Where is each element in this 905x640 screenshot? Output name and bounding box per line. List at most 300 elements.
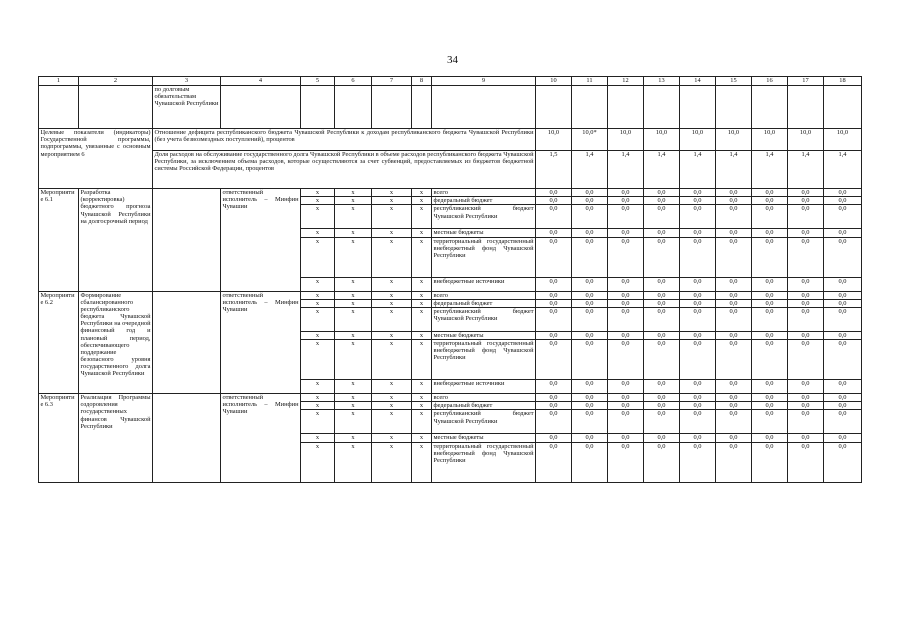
budget-value: 0,0	[824, 434, 862, 442]
x-mark: x	[335, 442, 372, 482]
budget-value: 0,0	[752, 402, 788, 410]
budget-value: 0,0	[536, 307, 572, 331]
budget-value: 0,0	[536, 380, 572, 394]
budget-value: 0,0	[716, 380, 752, 394]
column-number: 12	[608, 77, 644, 86]
budget-value: 0,0	[680, 277, 716, 291]
column-number: 10	[536, 77, 572, 86]
budget-value: 0,0	[824, 340, 862, 380]
funding-source: местные бюджеты	[432, 331, 536, 339]
x-mark: x	[412, 197, 432, 205]
x-mark: x	[301, 229, 335, 237]
x-mark: x	[372, 380, 412, 394]
funding-source: республиканский бюджет Чувашской Республики	[432, 205, 536, 229]
budget-value: 0,0	[716, 189, 752, 197]
x-mark: x	[335, 394, 372, 402]
table-cell	[752, 86, 788, 129]
budget-value: 0,0	[716, 277, 752, 291]
x-mark: x	[335, 229, 372, 237]
budget-value: 0,0	[680, 402, 716, 410]
budget-value: 0,0	[680, 197, 716, 205]
table-cell	[536, 86, 572, 129]
x-mark: x	[412, 434, 432, 442]
x-mark: x	[335, 380, 372, 394]
budget-value: 0,0	[572, 340, 608, 380]
column-number: 1	[39, 77, 79, 86]
budget-value: 0,0	[752, 205, 788, 229]
x-mark: x	[372, 299, 412, 307]
budget-value: 0,0	[608, 410, 644, 434]
budget-value: 0,0	[752, 277, 788, 291]
x-mark: x	[301, 434, 335, 442]
budget-value: 0,0	[752, 299, 788, 307]
x-mark: x	[372, 277, 412, 291]
budget-value: 0,0	[644, 394, 680, 402]
budget-value: 0,0	[536, 291, 572, 299]
x-mark: x	[372, 205, 412, 229]
budget-value: 0,0	[788, 299, 824, 307]
x-mark: x	[412, 237, 432, 277]
budget-value: 0,0	[608, 340, 644, 380]
budget-value: 0,0	[572, 434, 608, 442]
budget-value: 0,0	[752, 237, 788, 277]
table-cell	[335, 86, 372, 129]
funding-source: федеральный бюджет	[432, 299, 536, 307]
table-row	[39, 151, 862, 189]
budget-value: 0,0	[680, 229, 716, 237]
budget-value: 0,0	[788, 402, 824, 410]
budget-value: 0,0	[608, 197, 644, 205]
budget-value: 0,0	[536, 197, 572, 205]
x-mark: x	[372, 229, 412, 237]
budget-table	[38, 76, 862, 483]
budget-value: 0,0	[608, 380, 644, 394]
indicator-value: 10,0*	[572, 129, 608, 151]
column-number: 15	[716, 77, 752, 86]
budget-value: 0,0	[680, 434, 716, 442]
funding-source: внебюджетные источники	[432, 277, 536, 291]
indicator-value: 10,0	[644, 129, 680, 151]
budget-value: 0,0	[644, 442, 680, 482]
column-number: 3	[153, 77, 221, 86]
budget-value: 0,0	[716, 442, 752, 482]
x-mark: x	[301, 331, 335, 339]
budget-value: 0,0	[824, 410, 862, 434]
budget-value: 0,0	[752, 307, 788, 331]
budget-value: 0,0	[680, 331, 716, 339]
funding-source: всего	[432, 189, 536, 197]
budget-value: 0,0	[572, 331, 608, 339]
budget-value: 0,0	[824, 197, 862, 205]
table-cell	[644, 86, 680, 129]
column-number: 9	[432, 77, 536, 86]
x-mark: x	[301, 299, 335, 307]
table-cell	[788, 86, 824, 129]
x-mark: x	[301, 189, 335, 197]
budget-value: 0,0	[644, 410, 680, 434]
x-mark: x	[412, 189, 432, 197]
budget-value: 0,0	[824, 402, 862, 410]
column-number: 13	[644, 77, 680, 86]
budget-value: 0,0	[716, 237, 752, 277]
indicator-value: 1,4	[680, 151, 716, 189]
table-cell	[412, 86, 432, 129]
budget-value: 0,0	[680, 380, 716, 394]
budget-value: 0,0	[608, 307, 644, 331]
budget-value: 0,0	[788, 237, 824, 277]
x-mark: x	[412, 205, 432, 229]
funding-source: республиканский бюджет Чувашской Республики	[432, 307, 536, 331]
budget-value: 0,0	[644, 380, 680, 394]
budget-value: 0,0	[644, 299, 680, 307]
budget-value: 0,0	[644, 237, 680, 277]
budget-value: 0,0	[608, 189, 644, 197]
budget-value: 0,0	[536, 277, 572, 291]
budget-value: 0,0	[752, 331, 788, 339]
budget-value: 0,0	[824, 394, 862, 402]
table-row	[39, 394, 862, 402]
x-mark: x	[372, 307, 412, 331]
table-cell	[79, 86, 153, 129]
table-row	[39, 129, 862, 151]
budget-value: 0,0	[680, 237, 716, 277]
budget-value: 0,0	[752, 380, 788, 394]
budget-value: 0,0	[572, 307, 608, 331]
table-cell	[716, 86, 752, 129]
budget-value: 0,0	[572, 277, 608, 291]
budget-value: 0,0	[608, 291, 644, 299]
funding-source: местные бюджеты	[432, 434, 536, 442]
x-mark: x	[372, 434, 412, 442]
budget-value: 0,0	[824, 380, 862, 394]
budget-value: 0,0	[788, 380, 824, 394]
budget-value: 0,0	[788, 277, 824, 291]
table-cell	[572, 86, 608, 129]
measure-name: Реализация Программы оздоровления государственных финансов Чувашской Республики	[79, 394, 153, 483]
indicator-value: 1,4	[644, 151, 680, 189]
indicator-value: 1,4	[608, 151, 644, 189]
budget-value: 0,0	[680, 291, 716, 299]
budget-value: 0,0	[572, 229, 608, 237]
budget-value: 0,0	[752, 197, 788, 205]
page-number: 34	[447, 54, 458, 66]
budget-value: 0,0	[572, 205, 608, 229]
budget-value: 0,0	[824, 442, 862, 482]
budget-value: 0,0	[752, 291, 788, 299]
funding-source: республиканский бюджет Чувашской Республики	[432, 410, 536, 434]
executor-cell: ответственный исполнитель – Минфин Чувашии	[221, 189, 301, 292]
budget-value: 0,0	[680, 410, 716, 434]
x-mark: x	[335, 340, 372, 380]
continuation-text: по долговым обязательствам Чувашской Республики	[153, 86, 221, 129]
budget-value: 0,0	[680, 340, 716, 380]
budget-value: 0,0	[644, 402, 680, 410]
budget-value: 0,0	[536, 237, 572, 277]
budget-value: 0,0	[716, 340, 752, 380]
x-mark: x	[412, 380, 432, 394]
budget-value: 0,0	[536, 434, 572, 442]
budget-value: 0,0	[536, 229, 572, 237]
x-mark: x	[335, 189, 372, 197]
x-mark: x	[372, 237, 412, 277]
budget-value: 0,0	[572, 402, 608, 410]
budget-value: 0,0	[680, 307, 716, 331]
budget-value: 0,0	[644, 197, 680, 205]
budget-value: 0,0	[536, 205, 572, 229]
budget-value: 0,0	[824, 277, 862, 291]
x-mark: x	[412, 410, 432, 434]
empty-cell	[153, 291, 221, 394]
budget-value: 0,0	[572, 299, 608, 307]
budget-value: 0,0	[788, 434, 824, 442]
budget-value: 0,0	[680, 442, 716, 482]
column-number: 14	[680, 77, 716, 86]
column-number: 7	[372, 77, 412, 86]
x-mark: x	[335, 237, 372, 277]
budget-value: 0,0	[788, 340, 824, 380]
indicator-value: 10,0	[536, 129, 572, 151]
budget-value: 0,0	[752, 434, 788, 442]
budget-value: 0,0	[788, 307, 824, 331]
x-mark: x	[412, 331, 432, 339]
x-mark: x	[372, 340, 412, 380]
table-cell	[221, 86, 301, 129]
budget-value: 0,0	[788, 291, 824, 299]
x-mark: x	[335, 307, 372, 331]
budget-value: 0,0	[644, 189, 680, 197]
x-mark: x	[301, 291, 335, 299]
column-number: 4	[221, 77, 301, 86]
indicator-text: Отношение дефицита республиканского бюджета Чувашской Республики к доходам республиканского бюджета Чувашской Республики (без учета безвозмездных поступлений), процентов	[153, 129, 536, 151]
budget-value: 0,0	[824, 189, 862, 197]
x-mark: x	[372, 291, 412, 299]
budget-value: 0,0	[680, 189, 716, 197]
budget-value: 0,0	[536, 299, 572, 307]
indicator-value: 10,0	[752, 129, 788, 151]
x-mark: x	[335, 277, 372, 291]
x-mark: x	[372, 410, 412, 434]
budget-value: 0,0	[572, 189, 608, 197]
table-cell	[824, 86, 862, 129]
budget-value: 0,0	[572, 291, 608, 299]
budget-value: 0,0	[536, 394, 572, 402]
budget-value: 0,0	[608, 442, 644, 482]
budget-value: 0,0	[752, 394, 788, 402]
x-mark: x	[301, 380, 335, 394]
funding-source: местные бюджеты	[432, 229, 536, 237]
budget-value: 0,0	[536, 402, 572, 410]
x-mark: x	[335, 291, 372, 299]
table-cell	[39, 86, 79, 129]
budget-value: 0,0	[644, 331, 680, 339]
budget-value: 0,0	[572, 197, 608, 205]
budget-value: 0,0	[788, 331, 824, 339]
table-row	[39, 77, 862, 86]
x-mark: x	[301, 197, 335, 205]
budget-value: 0,0	[716, 410, 752, 434]
budget-value: 0,0	[788, 197, 824, 205]
table-row	[39, 189, 862, 197]
column-number: 18	[824, 77, 862, 86]
budget-value: 0,0	[536, 331, 572, 339]
budget-value: 0,0	[572, 380, 608, 394]
budget-value: 0,0	[752, 410, 788, 434]
x-mark: x	[301, 205, 335, 229]
budget-value: 0,0	[824, 205, 862, 229]
x-mark: x	[412, 291, 432, 299]
measure-label: Мероприятие 6.3	[39, 394, 79, 483]
measure-name: Разработка (корректировка) бюджетного прогноза Чувашской Республики на долгосрочный период	[79, 189, 153, 292]
indicator-value: 10,0	[608, 129, 644, 151]
x-mark: x	[301, 277, 335, 291]
budget-value: 0,0	[824, 299, 862, 307]
column-number: 17	[788, 77, 824, 86]
indicator-value: 10,0	[680, 129, 716, 151]
budget-value: 0,0	[608, 237, 644, 277]
indicator-value: 1,4	[572, 151, 608, 189]
budget-value: 0,0	[680, 299, 716, 307]
table-cell	[608, 86, 644, 129]
table-cell	[432, 86, 536, 129]
budget-value: 0,0	[716, 402, 752, 410]
indicator-value: 10,0	[824, 129, 862, 151]
budget-value: 0,0	[536, 340, 572, 380]
measure-name: Формирование сбалансированного республиканского бюджета Чувашской Республики на очередной финансовый год и плановый период, обеспечивающего поддержание безопасного уровня государственного долга Чувашской Республики	[79, 291, 153, 394]
budget-value: 0,0	[536, 189, 572, 197]
budget-value: 0,0	[788, 205, 824, 229]
x-mark: x	[412, 442, 432, 482]
x-mark: x	[301, 340, 335, 380]
executor-cell: ответственный исполнитель – Минфин Чувашии	[221, 394, 301, 483]
budget-value: 0,0	[608, 394, 644, 402]
budget-value: 0,0	[788, 229, 824, 237]
budget-value: 0,0	[716, 229, 752, 237]
budget-value: 0,0	[608, 402, 644, 410]
budget-value: 0,0	[752, 189, 788, 197]
budget-value: 0,0	[608, 299, 644, 307]
column-number: 2	[79, 77, 153, 86]
x-mark: x	[372, 331, 412, 339]
budget-value: 0,0	[824, 237, 862, 277]
funding-source: территориальный государственный внебюджетный фонд Чувашской Республики	[432, 237, 536, 277]
measure-label: Мероприятие 6.1	[39, 189, 79, 292]
x-mark: x	[301, 394, 335, 402]
x-mark: x	[412, 402, 432, 410]
budget-value: 0,0	[788, 442, 824, 482]
x-mark: x	[335, 402, 372, 410]
budget-value: 0,0	[716, 299, 752, 307]
budget-value: 0,0	[788, 394, 824, 402]
x-mark: x	[335, 331, 372, 339]
budget-value: 0,0	[608, 205, 644, 229]
x-mark: x	[335, 197, 372, 205]
budget-value: 0,0	[752, 229, 788, 237]
budget-value: 0,0	[572, 442, 608, 482]
column-number: 16	[752, 77, 788, 86]
empty-cell	[153, 189, 221, 292]
budget-value: 0,0	[536, 410, 572, 434]
funding-source: территориальный государственный внебюджетный фонд Чувашской Республики	[432, 340, 536, 380]
x-mark: x	[372, 394, 412, 402]
x-mark: x	[412, 299, 432, 307]
budget-value: 0,0	[644, 277, 680, 291]
budget-value: 0,0	[608, 229, 644, 237]
indicator-text: Доля расходов на обслуживание государственного долга Чувашской Республики в объеме расходов республиканского бюджета Чувашской Республики, за исключением объема расходов, которые осуществляются за счет субвенций, предоставляемых из бюджетов бюджетной системы Российской Федерации, процентов	[153, 151, 536, 189]
x-mark: x	[412, 277, 432, 291]
budget-value: 0,0	[644, 434, 680, 442]
x-mark: x	[372, 442, 412, 482]
indicator-value: 1,5	[536, 151, 572, 189]
budget-value: 0,0	[824, 291, 862, 299]
x-mark: x	[335, 410, 372, 434]
budget-value: 0,0	[752, 340, 788, 380]
budget-value: 0,0	[680, 394, 716, 402]
funding-source: внебюджетные источники	[432, 380, 536, 394]
x-mark: x	[301, 442, 335, 482]
funding-source: федеральный бюджет	[432, 402, 536, 410]
budget-value: 0,0	[716, 394, 752, 402]
column-number: 6	[335, 77, 372, 86]
table-cell	[372, 86, 412, 129]
table-row	[39, 86, 862, 129]
x-mark: x	[301, 410, 335, 434]
x-mark: x	[335, 299, 372, 307]
budget-value: 0,0	[680, 205, 716, 229]
table-row	[39, 291, 862, 299]
x-mark: x	[335, 205, 372, 229]
budget-value: 0,0	[716, 291, 752, 299]
budget-value: 0,0	[644, 205, 680, 229]
budget-value: 0,0	[644, 340, 680, 380]
budget-value: 0,0	[716, 205, 752, 229]
x-mark: x	[412, 307, 432, 331]
funding-source: федеральный бюджет	[432, 197, 536, 205]
budget-value: 0,0	[608, 434, 644, 442]
budget-value: 0,0	[572, 237, 608, 277]
budget-value: 0,0	[644, 307, 680, 331]
budget-value: 0,0	[788, 410, 824, 434]
table-cell	[680, 86, 716, 129]
indicator-value: 1,4	[752, 151, 788, 189]
budget-value: 0,0	[644, 229, 680, 237]
x-mark: x	[335, 434, 372, 442]
executor-cell: ответственный исполнитель – Минфин Чувашии	[221, 291, 301, 394]
budget-value: 0,0	[716, 331, 752, 339]
indicator-value: 1,4	[824, 151, 862, 189]
x-mark: x	[372, 402, 412, 410]
column-number: 8	[412, 77, 432, 86]
budget-value: 0,0	[572, 410, 608, 434]
budget-value: 0,0	[572, 394, 608, 402]
budget-value: 0,0	[716, 197, 752, 205]
budget-value: 0,0	[716, 434, 752, 442]
x-mark: x	[412, 394, 432, 402]
empty-cell	[153, 394, 221, 483]
budget-value: 0,0	[824, 229, 862, 237]
budget-value: 0,0	[824, 331, 862, 339]
indicators-label: Целевые показатели (индикаторы) Государственной программы, подпрограммы, увязанные с основным мероприятием 6	[39, 129, 153, 189]
x-mark: x	[301, 402, 335, 410]
budget-value: 0,0	[608, 331, 644, 339]
x-mark: x	[372, 189, 412, 197]
funding-source: территориальный государственный внебюджетный фонд Чувашской Республики	[432, 442, 536, 482]
measure-label: Мероприятие 6.2	[39, 291, 79, 394]
indicator-value: 10,0	[716, 129, 752, 151]
budget-value: 0,0	[644, 291, 680, 299]
x-mark: x	[301, 237, 335, 277]
funding-source: всего	[432, 394, 536, 402]
x-mark: x	[372, 197, 412, 205]
